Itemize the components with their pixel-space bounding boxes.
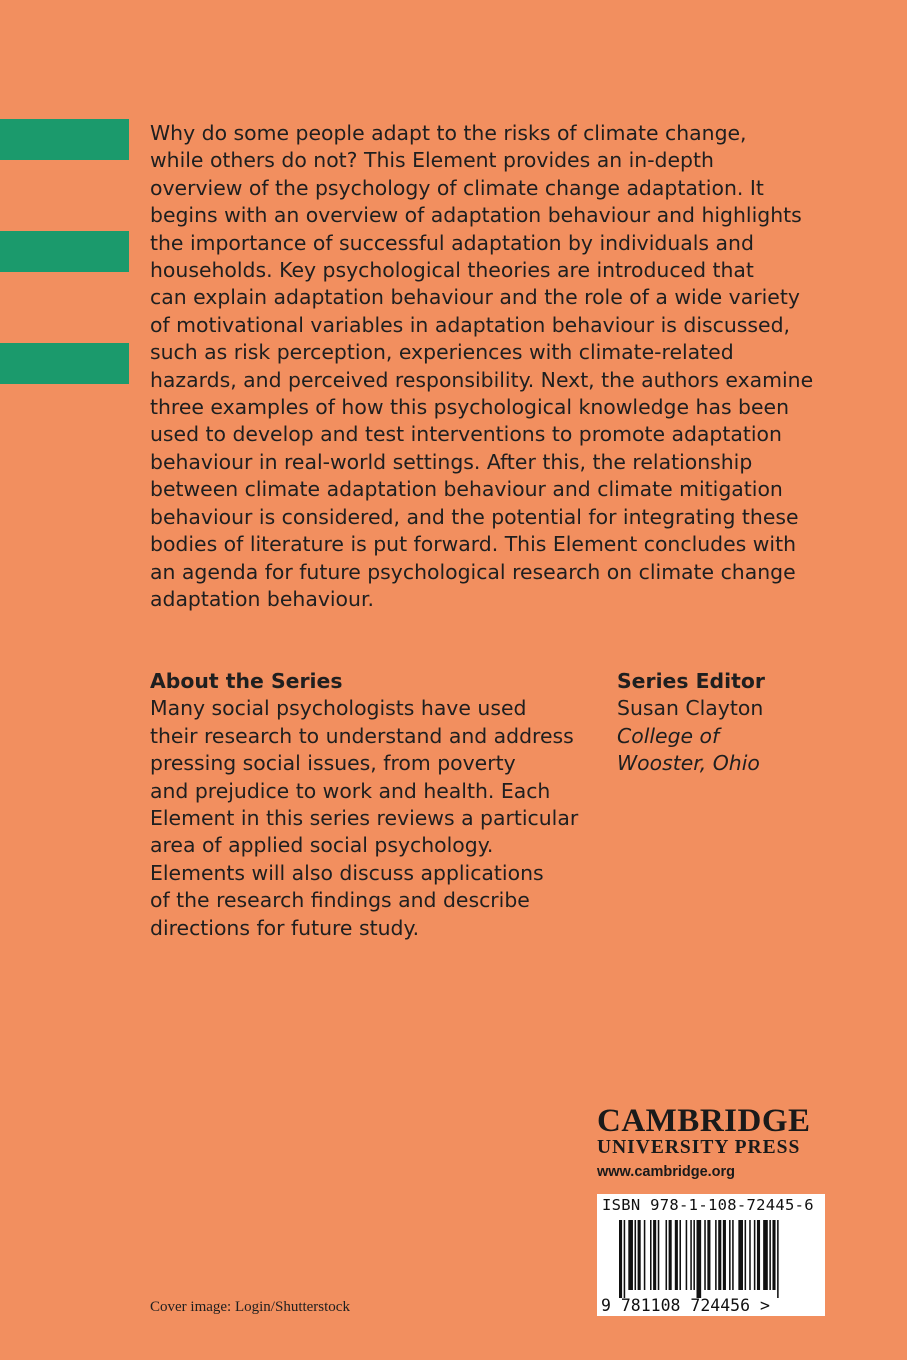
- decorative-green-bar-bottom: [0, 343, 129, 384]
- barcode-bar: [718, 1220, 721, 1290]
- description-line: Why do some people adapt to the risks of climate change,: [150, 121, 747, 145]
- barcode-bar: [772, 1220, 775, 1290]
- description-line: an agenda for future psychological research on climate change: [150, 559, 796, 584]
- barcode-bar: [658, 1220, 660, 1290]
- series-editor-name: Susan Clayton: [617, 696, 764, 721]
- publisher-logo: [597, 1104, 827, 1182]
- barcode-bar: [738, 1220, 743, 1290]
- barcode-bar: [644, 1220, 646, 1290]
- about-series-line: Element in this series reviews a particular: [150, 806, 579, 831]
- barcode-bar: [635, 1220, 637, 1290]
- description-line: three examples of how this psychological knowledge has been: [150, 395, 790, 420]
- series-editor-affiliation: College of: [617, 723, 720, 748]
- barcode-bar: [675, 1220, 678, 1290]
- description-line: behaviour is considered, and the potential for integrating these: [150, 504, 799, 529]
- barcode-bar: [754, 1220, 756, 1290]
- barcode-bar: [749, 1220, 751, 1290]
- description-line: while others do not? This Element provides an in-depth: [150, 148, 714, 173]
- barcode-digits: 9 781108 724456 >: [601, 1296, 770, 1315]
- barcode-bar: [650, 1220, 652, 1290]
- barcode-bar: [653, 1220, 656, 1290]
- description-line: hazards, and perceived responsibility. Next, the authors examine: [150, 367, 814, 392]
- barcode-bar: [704, 1220, 706, 1290]
- about-series-line: pressing social issues, from poverty: [150, 751, 516, 776]
- description-line: begins with an overview of adaptation behaviour and highlights: [150, 203, 802, 228]
- barcode-bar: [715, 1220, 717, 1290]
- description-line: used to develop and test interventions to promote adaptation: [150, 422, 782, 447]
- barcode-graphic: [597, 1218, 825, 1316]
- about-series-heading: About the Series: [150, 669, 343, 693]
- description-line: the importance of successful adaptation by individuals and: [150, 230, 754, 255]
- about-series-line: and prejudice to work and health. Each: [150, 778, 551, 803]
- barcode-bar: [723, 1220, 726, 1290]
- barcode-bar: [628, 1220, 633, 1290]
- barcode-bar: [666, 1220, 668, 1290]
- barcode-bar: [690, 1220, 692, 1290]
- barcode-bar: [679, 1220, 681, 1290]
- decorative-green-bar-top: [0, 119, 129, 160]
- barcode-bar: [732, 1220, 734, 1290]
- barcode-bar: [707, 1220, 710, 1290]
- isbn-barcode: [597, 1194, 825, 1316]
- description-line: behaviour in real-world settings. After this, the relationship: [150, 449, 753, 474]
- about-series-line: their research to understand and address: [150, 723, 574, 748]
- publisher-url: www.cambridge.org: [597, 1164, 736, 1180]
- barcode-bar: [669, 1220, 672, 1290]
- description-line: bodies of literature is put forward. This Element concludes with: [150, 532, 797, 557]
- description-line: households. Key psychological theories are introduced that: [150, 258, 754, 283]
- series-editor-affiliation: Wooster, Ohio: [617, 751, 760, 776]
- barcode-bar: [693, 1220, 695, 1290]
- barcode-bar: [686, 1220, 688, 1290]
- barcode-bar: [638, 1220, 641, 1290]
- barcode-bar: [769, 1220, 771, 1290]
- description-line: can explain adaptation behaviour and the role of a wide variety: [150, 285, 800, 310]
- publisher-subtitle: UNIVERSITY PRESS: [597, 1137, 801, 1158]
- barcode-bar: [745, 1220, 747, 1290]
- barcode-bar: [729, 1220, 731, 1290]
- decorative-green-bar-middle: [0, 231, 129, 272]
- about-series-line: Elements will also discuss applications: [150, 860, 544, 885]
- series-editor-heading: Series Editor: [617, 669, 765, 693]
- description-line: such as risk perception, experiences with climate-related: [150, 340, 734, 365]
- book-description: [150, 120, 840, 613]
- about-series-line: of the research findings and describe: [150, 888, 530, 913]
- barcode-bar: [624, 1220, 626, 1298]
- publisher-name: CAMBRIDGE: [597, 1103, 811, 1139]
- about-series-line: area of applied social psychology.: [150, 833, 494, 858]
- description-line: of motivational variables in adaptation behaviour is discussed,: [150, 312, 790, 337]
- description-line: overview of the psychology of climate change adaptation. It: [150, 175, 764, 200]
- barcode-bar: [757, 1220, 760, 1290]
- barcode-bar: [777, 1220, 779, 1298]
- series-editor: [617, 668, 857, 778]
- about-series-line: directions for future study.: [150, 915, 420, 940]
- about-the-series: [150, 668, 590, 942]
- barcode-bar: [619, 1220, 622, 1298]
- isbn-label: ISBN 978-1-108-72445-6: [602, 1196, 814, 1214]
- barcode-bar: [697, 1220, 702, 1298]
- cover-image-credit: Cover image: Login/Shutterstock: [150, 1299, 350, 1315]
- description-line: adaptation behaviour.: [150, 586, 374, 611]
- about-series-line: Many social psychologists have used: [150, 696, 527, 721]
- barcode-bar: [763, 1220, 768, 1290]
- description-line: between climate adaptation behaviour and climate mitigation: [150, 477, 783, 502]
